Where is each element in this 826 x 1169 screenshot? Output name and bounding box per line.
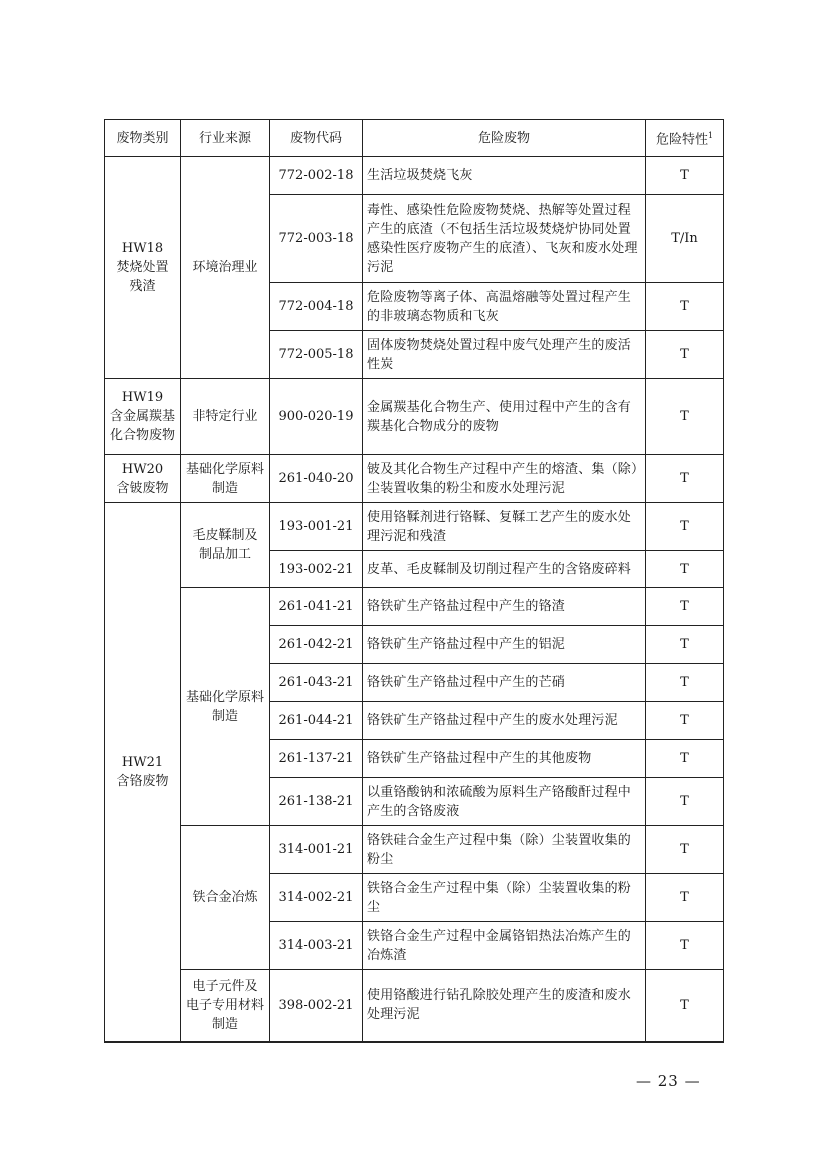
waste-description: 铬铁矿生产铬盐过程中产生的芒硝 [363,664,646,702]
waste-code: 261-137-21 [270,740,363,778]
waste-code: 261-044-21 [270,702,363,740]
category-name-line: 含铬废物 [116,773,169,789]
header-hazard-footnote: 1 [707,131,714,141]
category-code: HW21 [121,754,164,770]
waste-description: 生活垃圾焚烧飞灰 [363,157,646,195]
waste-code: 193-001-21 [270,503,363,551]
waste-code: 398-002-21 [270,970,363,1042]
industry-line: 制品加工 [198,547,251,562]
industry-line: 毛皮鞣制及 [192,528,258,543]
category-hw19 [105,379,181,455]
waste-code: 772-002-18 [270,157,363,195]
category-name-line: 含铍废物 [116,480,169,496]
waste-description: 铬铁硅合金生产过程中集（除）尘装置收集的粉尘 [363,826,646,874]
table-row [105,588,724,626]
hazard-characteristic: T [646,874,724,922]
waste-description: 毒性、感染性危险废物焚烧、热解等处置过程产生的底渣（不包括生活垃圾焚烧炉协同处置感染性医疗废物产生的底渣）、飞灰和废水处理污泥 [363,195,646,283]
waste-code: 261-040-20 [270,455,363,503]
hazard-characteristic: T [646,922,724,970]
table-row [105,970,724,1042]
waste-description: 铬铁矿生产铬盐过程中产生的铝泥 [363,626,646,664]
waste-code: 314-001-21 [270,826,363,874]
waste-code: 261-043-21 [270,664,363,702]
category-code: HW20 [121,461,164,477]
waste-code: 261-138-21 [270,778,363,826]
category-hw20 [105,455,181,503]
waste-code: 261-042-21 [270,626,363,664]
hazard-characteristic: T [646,588,724,626]
header-waste: 危险废物 [363,120,646,157]
hazard-characteristic: T [646,455,724,503]
hazard-characteristic: T [646,826,724,874]
hazard-characteristic: T [646,331,724,379]
waste-description: 皮革、毛皮鞣制及切削过程产生的含铬废碎料 [363,551,646,588]
hazard-characteristic: T [646,157,724,195]
table-row [105,826,724,874]
header-category: 废物类别 [105,120,181,157]
hazard-characteristic: T/In [646,195,724,283]
industry-hw19: 非特定行业 [181,379,270,455]
hazard-characteristic: T [646,740,724,778]
industry-line: 制造 [211,1016,238,1032]
category-code: HW19 [121,390,164,405]
hazard-characteristic: T [646,970,724,1042]
waste-code: 261-041-21 [270,588,363,626]
industry-hw21-ferroalloy: 铁合金冶炼 [181,826,270,970]
hazard-characteristic: T [646,379,724,455]
waste-code: 314-002-21 [270,874,363,922]
industry-line: 基础化学原料 [185,461,264,477]
category-hw21 [105,503,181,1042]
industry-line: 电子元件及 [192,978,258,994]
header-code: 废物代码 [270,120,363,157]
industry-hw18: 环境治理业 [181,157,270,379]
category-name-line: 焚烧处置 [116,260,169,275]
hazard-characteristic: T [646,626,724,664]
header-industry: 行业来源 [181,120,270,157]
hazard-characteristic: T [646,702,724,740]
page-number: — 23 — [636,1072,701,1090]
hazard-characteristic: T [646,503,724,551]
table-header-row [105,120,724,157]
industry-hw21-electronics [181,970,270,1042]
hazard-characteristic: T [646,664,724,702]
waste-code: 772-003-18 [270,195,363,283]
hazard-characteristic: T [646,551,724,588]
waste-description: 铬铁矿生产铬盐过程中产生的铬渣 [363,588,646,626]
waste-code: 772-005-18 [270,331,363,379]
waste-description: 以重铬酸钠和浓硫酸为原料生产铬酸酐过程中产生的含铬废液 [363,778,646,826]
waste-code: 900-020-19 [270,379,363,455]
table-row [105,503,724,551]
table-row [105,455,724,503]
industry-hw20 [181,455,270,503]
waste-description: 危险废物等离子体、高温熔融等处置过程产生的非玻璃态物质和飞灰 [363,283,646,331]
industry-line: 电子专用材料 [185,997,264,1013]
industry-hw21-chemical [181,588,270,826]
table-row [105,157,724,195]
industry-hw21-leather [181,503,270,588]
waste-code: 772-004-18 [270,283,363,331]
hazard-characteristic: T [646,283,724,331]
hazardous-waste-table [104,119,724,1043]
industry-line: 制造 [211,480,238,496]
category-hw18 [105,157,181,379]
hazard-characteristic: T [646,778,724,826]
waste-description: 铍及其化合物生产过程中产生的熔渣、集（除）尘装置收集的粉尘和废水处理污泥 [363,455,646,503]
waste-description: 金属羰基化合物生产、使用过程中产生的含有羰基化合物成分的废物 [363,379,646,455]
waste-code: 193-002-21 [270,551,363,588]
waste-description: 使用铬鞣剂进行铬鞣、复鞣工艺产生的废水处理污泥和残渣 [363,503,646,551]
waste-description: 铁铬合金生产过程中集（除）尘装置收集的粉尘 [363,874,646,922]
header-hazard-label: 危险特性 [655,132,708,148]
waste-code: 314-003-21 [270,922,363,970]
category-code: HW18 [121,241,164,256]
category-name-line: 含金属羰基 [109,409,175,424]
category-name-line: 残渣 [129,279,156,294]
header-hazard [646,120,724,157]
category-name-line: 化合物废物 [109,428,175,443]
waste-description: 固体废物焚烧处置过程中废气处理产生的废活性炭 [363,331,646,379]
waste-description: 使用铬酸进行钻孔除胶处理产生的废渣和废水处理污泥 [363,970,646,1042]
industry-line: 制造 [211,708,238,724]
waste-description: 铬铁矿生产铬盐过程中产生的其他废物 [363,740,646,778]
industry-line: 基础化学原料 [185,689,264,705]
waste-description: 铁铬合金生产过程中金属铬铝热法冶炼产生的冶炼渣 [363,922,646,970]
table-row [105,379,724,455]
waste-description: 铬铁矿生产铬盐过程中产生的废水处理污泥 [363,702,646,740]
